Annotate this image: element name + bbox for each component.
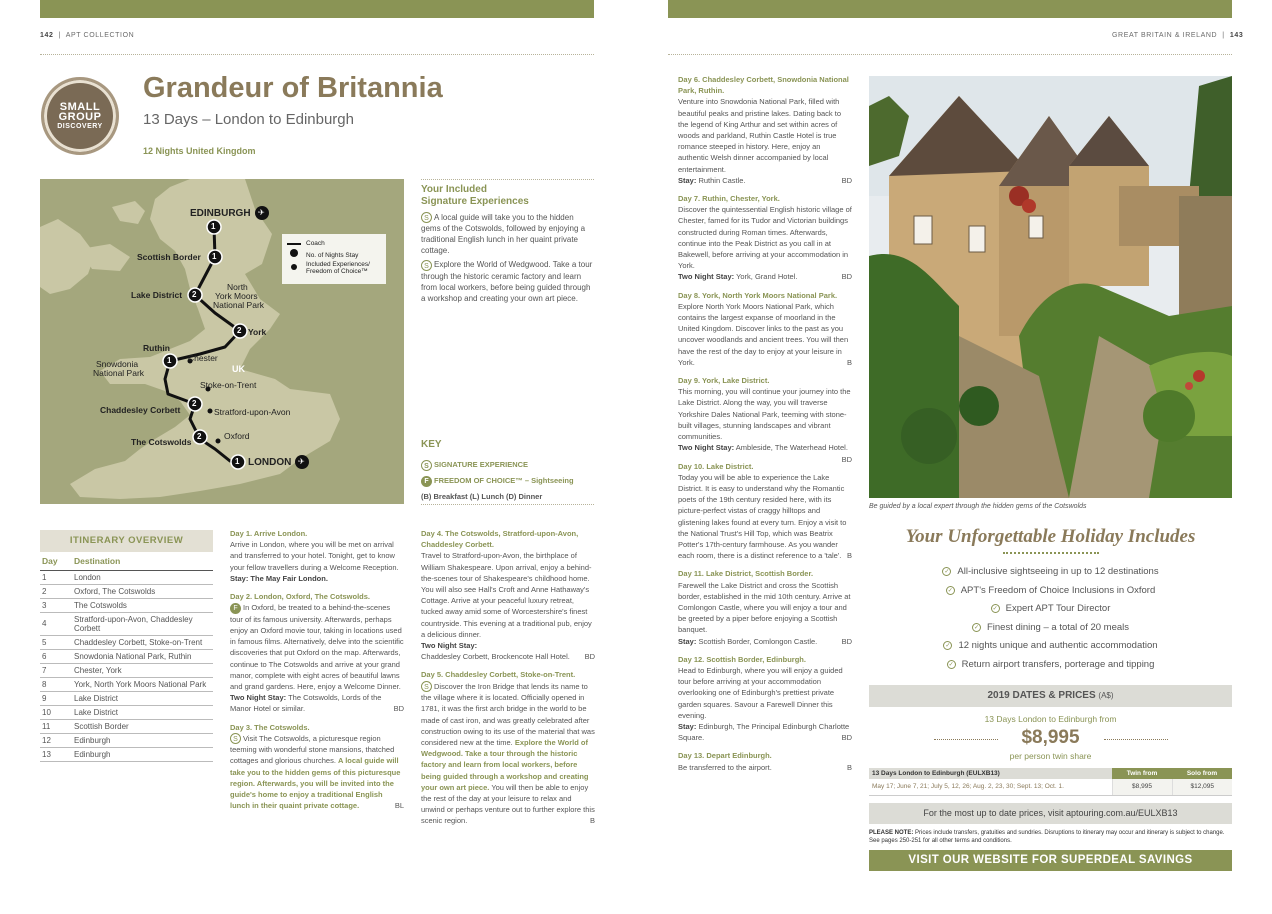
- bullet-icon: ✓: [948, 661, 954, 668]
- nights-lake: 2: [192, 290, 197, 299]
- label-north-york: National Park: [213, 300, 265, 310]
- list-item: ✓ 12 nights unique and authentic accommodation: [945, 640, 1158, 652]
- includes-list: [869, 563, 1232, 675]
- bullet-icon: ✓: [973, 624, 979, 631]
- please-note: PLEASE NOTE: Prices include transfers, gratuities and sundries. Disruptions to itinerary may occur and itinerary is subject to change. See pages 250-251 for all other terms and conditions.: [869, 830, 1225, 844]
- label-scottish-border: Scottish Border: [137, 252, 201, 262]
- day-3: Day 3. The Cotswolds. S Visit The Cotswolds, a picturesque region teeming with wonderful stone mansions, thatched cottages and glorious churches. A local guide will take you to the hidden gems of this picturesque region. Afterwards, you will be invited into the guide's home to enjoy a traditional English lunch in their quaint private cottage. BL: [230, 722, 404, 811]
- day-4: Day 4. The Cotswolds, Stratford-upon-Avon, Chaddesley Corbett. Travel to Stratford-upon-Avon, the birthplace of William Shakespeare. Upon arrival, enjoy a behind-the-scenes tour of Shakespeare's childhood home. You will also see Hall's Croft and Anne Hathaway's Cottage. Arrive at your peaceful luxury retreat, tucked away amid some of Worcestershire's finest countryside. This evening at a traditional pub, enjoy a delicious dinner. Two Night Stay: Chaddesley Corbett, Brockencote Hall Hotel. BD: [421, 529, 595, 662]
- divider: [40, 54, 594, 55]
- label-snowdonia: National Park: [93, 368, 145, 378]
- label-north-york: North: [227, 282, 248, 292]
- signature-icon: S: [421, 260, 432, 271]
- day-6: Day 6. Chaddesley Corbett, Snowdonia National Park, Ruthin. Venture into Snowdonia National Park, filled with beautiful peaks and pristine lakes. Dating back to the legend of King Arthur and set within acres of woods and parkland, Ruthin Castle Hotel is true romance steeped in history. Here, enjoy an authentic Welsh dinner accompanied by local entertainment. Stay: Ruthin Castle. BD: [678, 75, 852, 185]
- bullet-icon: ✓: [944, 568, 950, 575]
- label-ruthin: Ruthin: [143, 343, 170, 353]
- freedom-of-choice-icon: F: [421, 476, 432, 487]
- photo-caption: Be guided by a local expert through the hidden gems of the Cotswolds: [869, 503, 1087, 510]
- running-header-left: 142 | APT COLLECTION: [40, 32, 135, 39]
- dates-prices-heading: 2019 DATES & PRICES (A$): [869, 685, 1232, 707]
- day-12: Day 12. Scottish Border, Edinburgh. Head to Edinburgh, where you will enjoy a guided tour before arriving at your accommodation overlooking one of Edinburgh's prettiest private garden squares. Savour a Farewell Dinner this evening. Stay: Edinburgh, The Principal Edinburgh Charlotte Square. BD: [678, 654, 852, 743]
- list-item: ✓ Return airport transfers, porterage and tipping: [948, 658, 1155, 670]
- itinerary-heading: ITINERARY OVERVIEW: [40, 530, 213, 552]
- signature-icon: S: [421, 681, 432, 692]
- nights-ruthin: 1: [167, 356, 172, 365]
- nights-chaddesley: 2: [192, 399, 197, 408]
- days-column-1: [230, 528, 404, 819]
- divider: [421, 179, 594, 180]
- table-row: May 17; June 7, 21; July 5, 12, 26; Aug. 2, 23, 30; Sept. 13; Oct. 1. $8,995 $12,095: [869, 779, 1232, 795]
- table-row: 13 Edinburgh: [40, 747, 213, 761]
- label-north-york: York Moors: [215, 291, 258, 301]
- divider: [421, 504, 594, 505]
- signature-heading: Your Included Signature Experiences: [421, 184, 529, 207]
- table-row: 3 The Cotswolds: [40, 598, 213, 612]
- signature-list: [421, 212, 594, 307]
- itinerary-table: Day Destination 1 London 2 Oxford, The Cotswolds 3 The Cotswolds 4 Stratford-upon-Avon, Chaddesley Corbett 5 Chaddesley Corbett, Stoke-on-Trent 6 Snowdonia National Park, Ruthin 7 Chester, York 8 York, North York Moors National Park 9 Lake District 10 Lake District 11 Scottish Border 12 Edinburgh 13 Edinburgh: [40, 552, 213, 762]
- nights-label: 12 Nights United Kingdom: [143, 146, 256, 156]
- label-oxford: Oxford: [224, 431, 250, 441]
- day-5: Day 5. Chaddesley Corbett, Stoke-on-Trent. S Discover the Iron Bridge that lends its name to the village where it is located. Officially opened in 1781, it was the first arch bridge in the world to be made of cast iron, and was greatly celebrated after construction owing to its use of the material that was considered new at the time. Explore the World of Wedgwood. Take a tour through the historic factory and learn from local workers, before being guided through a workshop and creating your own art piece. You will then be able to enjoy the rest of the day at your leisure to relax and unwind or perhaps venture out to further explore this scenic region. B: [421, 670, 595, 826]
- price-link-banner[interactable]: For the most up to date prices, visit aptouring.com.au/EULXB13: [869, 803, 1232, 824]
- table-row: 9 Lake District: [40, 691, 213, 705]
- label-snowdonia: Snowdonia: [96, 359, 139, 369]
- cotswolds-photo: [869, 76, 1232, 498]
- signature-icon: S: [421, 460, 432, 471]
- label-york: York: [248, 327, 267, 337]
- day-1: Day 1. Arrive London. Arrive in London, where you will be met on arrival and transferred to your hotel. Tonight, get to know your fellow travellers during a Welcome Reception. Stay: The May Fair London.: [230, 529, 399, 583]
- divider: [1104, 739, 1168, 740]
- signature-icon: S: [230, 733, 241, 744]
- days-column-2: [421, 528, 595, 834]
- table-row: 1 London: [40, 570, 213, 584]
- key-list: S SIGNATURE EXPERIENCE F FREEDOM OF CHOICE™ – Sightseeing (B) Breakfast (L) Lunch (D) Dinner: [421, 460, 574, 501]
- small-group-badge: SMALL GROUP DISCOVERY: [41, 77, 119, 155]
- table-row: 4 Stratford-upon-Avon, Chaddesley Corbett: [40, 612, 213, 635]
- table-row: 10 Lake District: [40, 705, 213, 719]
- price-from-label: 13 Days London to Edinburgh from: [984, 714, 1117, 724]
- list-item: ✓ Expert APT Tour Director: [992, 603, 1111, 615]
- includes-heading: Your Unforgettable Holiday Includes: [905, 526, 1196, 547]
- day-10: Day 10. Lake District. Today you will be able to experience the Lake District. It is easy to understand why the Romantic poets of the 19th century resided here, with its picture-perfect vistas of craggy hilltops and glistening lakes found at every turn. Enjoy a visit to the National Trust's Hill Top, which was Beatrix Potter's 17th-century farmhouse. As you wander each room, there is a distinct reference to a 'tale'. B: [678, 461, 852, 561]
- list-item: ✓ Finest dining – a total of 20 meals: [973, 621, 1130, 633]
- table-row: 5 Chaddesley Corbett, Stoke-on-Trent: [40, 635, 213, 649]
- table-row: 6 Snowdonia National Park, Ruthin: [40, 649, 213, 663]
- divider: [668, 54, 1232, 55]
- signature-item: S A local guide will take you to the hidden gems of the Cotswolds, followed by enjoying a traditional English lunch in her quaint private cottage.: [421, 213, 586, 256]
- bullet-icon: ✓: [945, 643, 951, 650]
- divider: [1003, 552, 1099, 554]
- label-stratford: Stratford-upon-Avon: [214, 407, 291, 417]
- list-item: ✓ APT's Freedom of Choice Inclusions in Oxford: [947, 584, 1156, 596]
- label-cotswolds: The Cotswolds: [131, 437, 192, 447]
- label-chaddesley: Chaddesley Corbett: [100, 405, 181, 415]
- day-9: Day 9. York, Lake District. This morning, you will continue your journey into the Lake District. Along the way, you will traverse Yorkshire Dales National Park, teeming with stone-built villages, stunning landscapes and vibrant communities. Two Night Stay: Ambleside, The Waterhead Hotel. BD: [678, 376, 852, 464]
- price-share-label: per person twin share: [1009, 751, 1092, 761]
- nights-london: 1: [235, 457, 240, 466]
- table-row: 7 Chester, York: [40, 663, 213, 677]
- label-chester: Chester: [188, 353, 218, 363]
- top-bar-left: [40, 0, 594, 18]
- key-heading: KEY: [421, 439, 442, 450]
- label-uk: UK: [232, 364, 245, 374]
- list-item: ✓ All-inclusive sightseeing in up to 12 destinations: [944, 566, 1159, 577]
- label-london: LONDON: [248, 457, 292, 468]
- price-value: $8,995: [1021, 727, 1080, 748]
- day-13: Day 13. Depart Edinburgh. Be transferred to the airport. B: [678, 751, 852, 772]
- top-bar-right: [668, 0, 1232, 18]
- days-column-3: [678, 74, 852, 780]
- plane-icon: ✈: [298, 457, 305, 466]
- table-row: 2 Oxford, The Cotswolds: [40, 584, 213, 598]
- signature-icon: S: [421, 212, 432, 223]
- map-land: [40, 179, 404, 504]
- label-stoke: Stoke-on-Trent: [200, 380, 257, 390]
- itinerary-overview: [40, 530, 213, 762]
- nights-edinburgh: 1: [211, 222, 216, 231]
- plane-icon: ✈: [258, 208, 265, 217]
- bullet-icon: ✓: [992, 606, 998, 613]
- nights-cotswolds: 2: [197, 432, 202, 441]
- page-subtitle: 13 Days – London to Edinburgh: [143, 111, 354, 128]
- bullet-icon: ✓: [947, 587, 953, 594]
- map-legend: Coach No. of Nights Stay Included Experiences/ Freedom of Choice™: [282, 234, 386, 284]
- label-lake-district: Lake District: [131, 290, 183, 300]
- table-row: 11 Scottish Border: [40, 719, 213, 733]
- day-8: Day 8. York, North York Moors National Park. Explore North York Moors National Park, which contains the largest expanse of moorland in the United Kingdom. Discover links to the past as you uncover woodlands and ancient trees. You will then have the rest of the day to enjoy at your leisure in York. B: [678, 290, 852, 367]
- signature-item: S Explore the World of Wedgwood. Take a tour through the historic ceramic factory and learn from local workers, before being guided through a workshop and creating your own art piece.: [421, 260, 593, 303]
- running-header-right: GREAT BRITAIN & IRELAND | 143: [1112, 32, 1244, 39]
- nights-border: 1: [212, 252, 217, 261]
- table-row: 12 Edinburgh: [40, 733, 213, 747]
- route-map: [40, 179, 404, 504]
- visit-website-banner[interactable]: VISIT OUR WEBSITE FOR SUPERDEAL SAVINGS: [869, 850, 1232, 871]
- nights-york: 2: [237, 326, 242, 335]
- table-row: 8 York, North York Moors National Park: [40, 677, 213, 691]
- price-table: 13 Days London to Edinburgh (EULXB13) Twin from Solo from May 17; June 7, 21; July 5, 12, 26; Aug. 2, 23, 30; Sept. 13; Oct. 1. $8,995 $12,095: [869, 768, 1232, 796]
- page-title: Grandeur of Britannia: [143, 72, 443, 104]
- day-11: Day 11. Lake District, Scottish Border. Farewell the Lake District and cross the Scottish border, established in the mid 10th century. Arrive at Comlongon Castle, where you will enjoy a tour and be greeted by a piper before enjoying a Scottish banquet. Stay: Scottish Border, Comlongon Castle. BD: [678, 569, 852, 646]
- label-edinburgh: EDINBURGH: [190, 208, 251, 219]
- day-2: Day 2. London, Oxford, The Cotswolds. F In Oxford, be treated to a behind-the-scenes tour of its famous university. Afterwards, perhaps enjoy an Oxford movie tour, taking in locations used in famous films. Alternatively, delve into the scientific discoveries that put Oxford on the map. Afterwards, continue to The Cotswolds and arrive at your grand manor, complete with eight acres of beautiful lawns and grand gardens. Here, enjoy a Welcome Dinner. Two Night Stay: The Cotswolds, Lords of the Manor Hotel or similar. BD: [230, 592, 404, 714]
- freedom-of-choice-icon: F: [230, 603, 241, 614]
- day-7: Day 7. Ruthin, Chester, York. Discover the quintessential English historic village of Chester, famed for its Tudor and Victorian buildings constructed during Roman times. Afterwards, continue into the Peak District as you call in at Bakewell, before arriving at your accommodation in York. Two Night Stay: York, Grand Hotel. BD: [678, 194, 852, 282]
